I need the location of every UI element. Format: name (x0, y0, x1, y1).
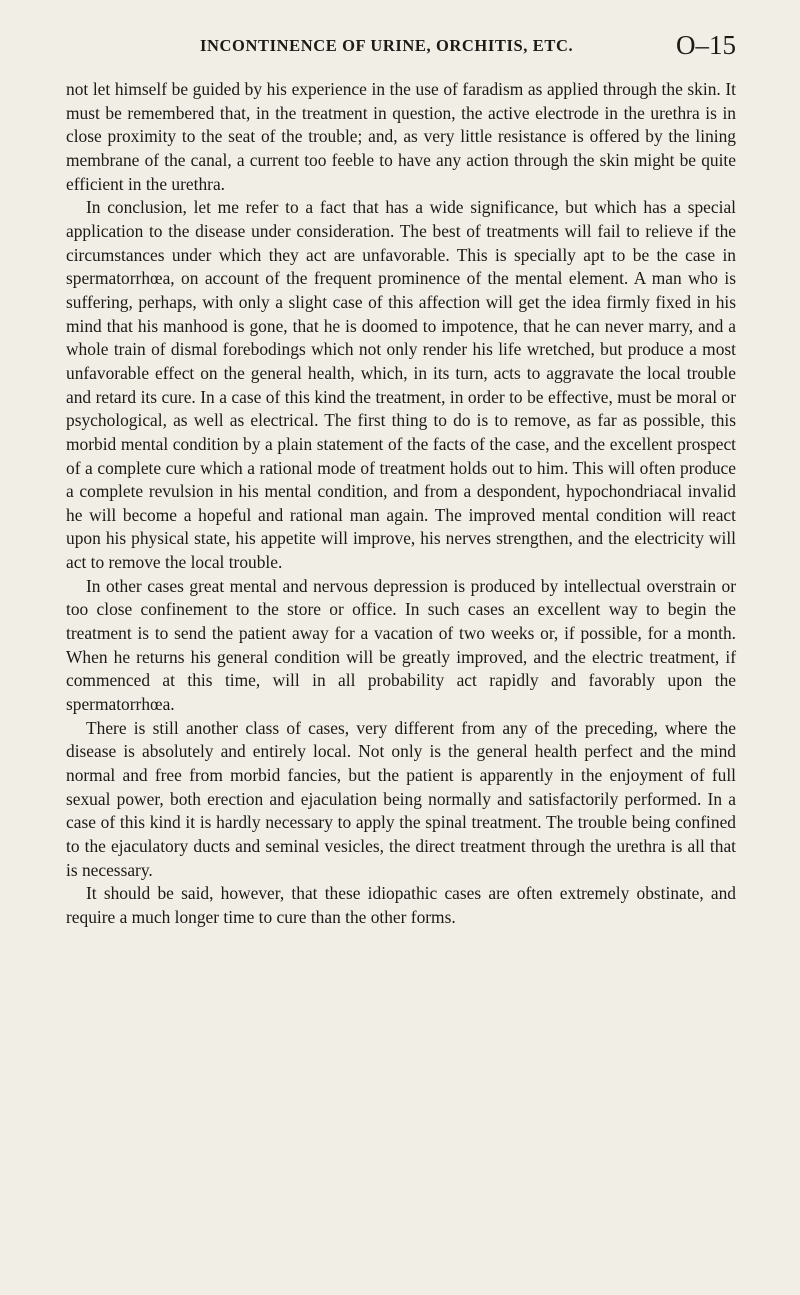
running-header (66, 30, 736, 64)
paragraph-conclusion: In conclusion, let me refer to a fact that has a wide significance, but which has a special application to the disease under consideration. The best of treatments will fail to relieve if the circumstances under which they act are unfavorable. This is specially apt to be the case in spermatorrhœa, on account of the frequent prominence of the mental element. A man who is suffering, perhaps, with only a slight case of this affection will get the idea firmly fixed in his mind that his manhood is gone, that he is doomed to impotence, that he can never marry, and a whole train of dismal forebodings which not only render his life wretched, but produce a most unfavorable effect on the general health, which, in its turn, acts to aggravate the local trouble and retard its cure. In a case of this kind the treatment, in order to be effective, must be moral or psychological, as well as electrical. The first thing to do is to remove, as far as possible, this morbid mental condition by a plain statement of the facts of the case, and the excellent prospect of a complete cure which a rational mode of treatment holds out to him. This will often produce a complete revulsion in his mental condition, and from a despondent, hypochondriacal invalid he will become a hopeful and rational man again. The improved mental condition will react upon his physical state, his appetite will improve, his nerves strengthen, and the electricity will act to remove the local trouble. (66, 197, 736, 573)
paragraph-idiopathic: It should be said, however, that these idiopathic cases are often extremely obstinate, and require a much longer time to cure than the other forms. (66, 883, 736, 927)
paragraph-continued: not let himself be guided by his experience in the use of faradism as applied through the skin. It must be remembered that, in the treatment in question, the active electrode in the urethra is in close proximity to the seat of the trouble; and, as very little resistance is offered by the lining membrane of the canal, a current too feeble to have any action through the skin might be quite efficient in the urethra. (66, 79, 736, 194)
paragraph-depression: In other cases great mental and nervous depression is produced by intellectual overstrain or too close confinement to the store or office. In such cases an excellent way to begin the treatment is to send the patient away for a vacation of two weeks or, if possible, for a month. When he returns his general condition will be greatly improved, and the electric treatment, if commenced at this time, will in all probability act rapidly and favorably upon the spermatorrhœa. (66, 575, 736, 715)
running-title: INCONTINENCE OF URINE, ORCHITIS, ETC. (200, 36, 574, 55)
body-text (66, 78, 736, 930)
paragraph-local-cases: There is still another class of cases, very different from any of the preceding, where the disease is absolutely and entirely local. Not only is the general health perfect and the mind normal and free from morbid fancies, but the patient is apparently in the enjoyment of full sexual power, both erection and ejaculation being normally and satisfactorily performed. In a case of this kind it is hardly necessary to apply the spinal treatment. The trouble being confined to the ejaculatory ducts and seminal vesicles, the direct treatment through the urethra is all that is necessary. (66, 717, 736, 880)
page-number: O–15 (676, 30, 736, 60)
book-page (66, 30, 736, 930)
